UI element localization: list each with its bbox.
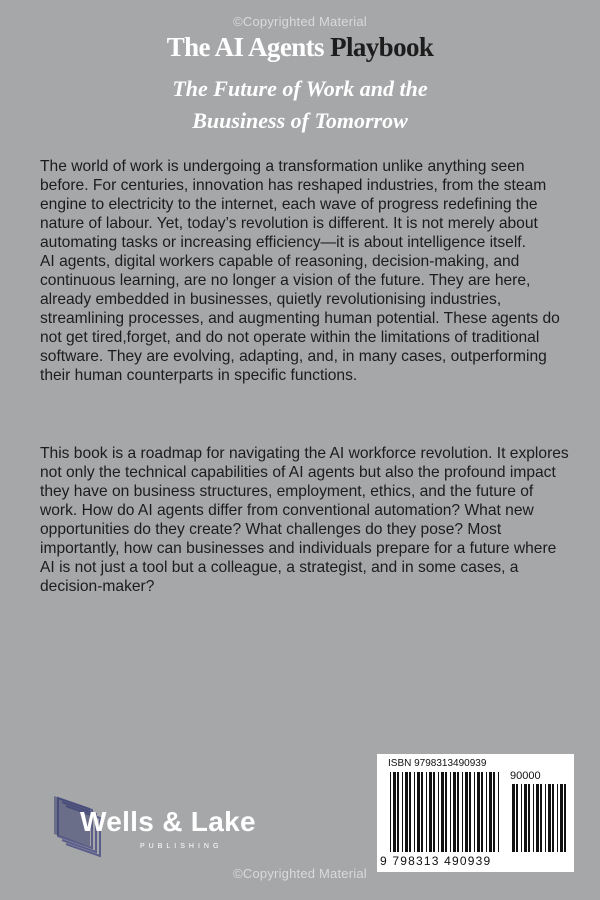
price-code: 90000 <box>510 770 541 782</box>
copyright-watermark-top: ©Copyrighted Material <box>233 14 367 29</box>
publisher-tagline: PUBLISHING <box>140 843 223 850</box>
blurb-paragraph-2: AI agents, digital workers capable of reasoning, decision-making, and continuous learning, are no longer a vision of the future. They are here, already embedded in businesses, quietly revolutionising industries, streamlining processes, and augmenting human potential. These agents do not get tired,forget, and do not operate within the limitations of traditional software. They are evolving, adapting, and, in many cases, outperforming their human counterparts in specific functions. <box>40 253 560 384</box>
book-title-part2: Playbook <box>330 32 434 62</box>
isbn-barcode <box>377 754 574 872</box>
book-subtitle-line2: Buusiness of Tomorrow <box>192 108 408 133</box>
blurb-block-2 <box>40 444 570 596</box>
copyright-watermark-bottom: ©Copyrighted Material <box>233 866 367 881</box>
blurb-block-1 <box>40 157 570 385</box>
publisher-name: Wells & Lake <box>80 806 256 837</box>
isbn-label: ISBN 9798313490939 <box>388 758 487 769</box>
blurb-paragraph-1: The world of work is undergoing a transformation unlike anything seen before. For centuries, innovation has reshaped industries, from the steam engine to electricity to the internet, each wave of progress redefining the nature of labour. Yet, today’s revolution is different. It is not merely about automating tasks or increasing efficiency—it is about intelligence itself. <box>40 158 547 251</box>
book-title-part1: The AI Agents <box>166 32 324 62</box>
book-title <box>0 32 600 63</box>
barcode-digits: 9 798313 490939 <box>380 854 492 868</box>
book-subtitle-line1: The Future of Work and the <box>172 76 428 101</box>
blurb-paragraph-3: This book is a roadmap for navigating the AI workforce revolution. It explores not only the technical capabilities of AI agents but also the profound impact they have on business structures, employment, ethics, and the future of work. How do AI agents differ from conventional automation? What new opportunities do they create? What challenges do they pose? Most importantly, how can businesses and individuals prepare for a future where AI is not just a tool but a colleague, a strategist, and in some cases, a decision-maker? <box>40 445 569 595</box>
